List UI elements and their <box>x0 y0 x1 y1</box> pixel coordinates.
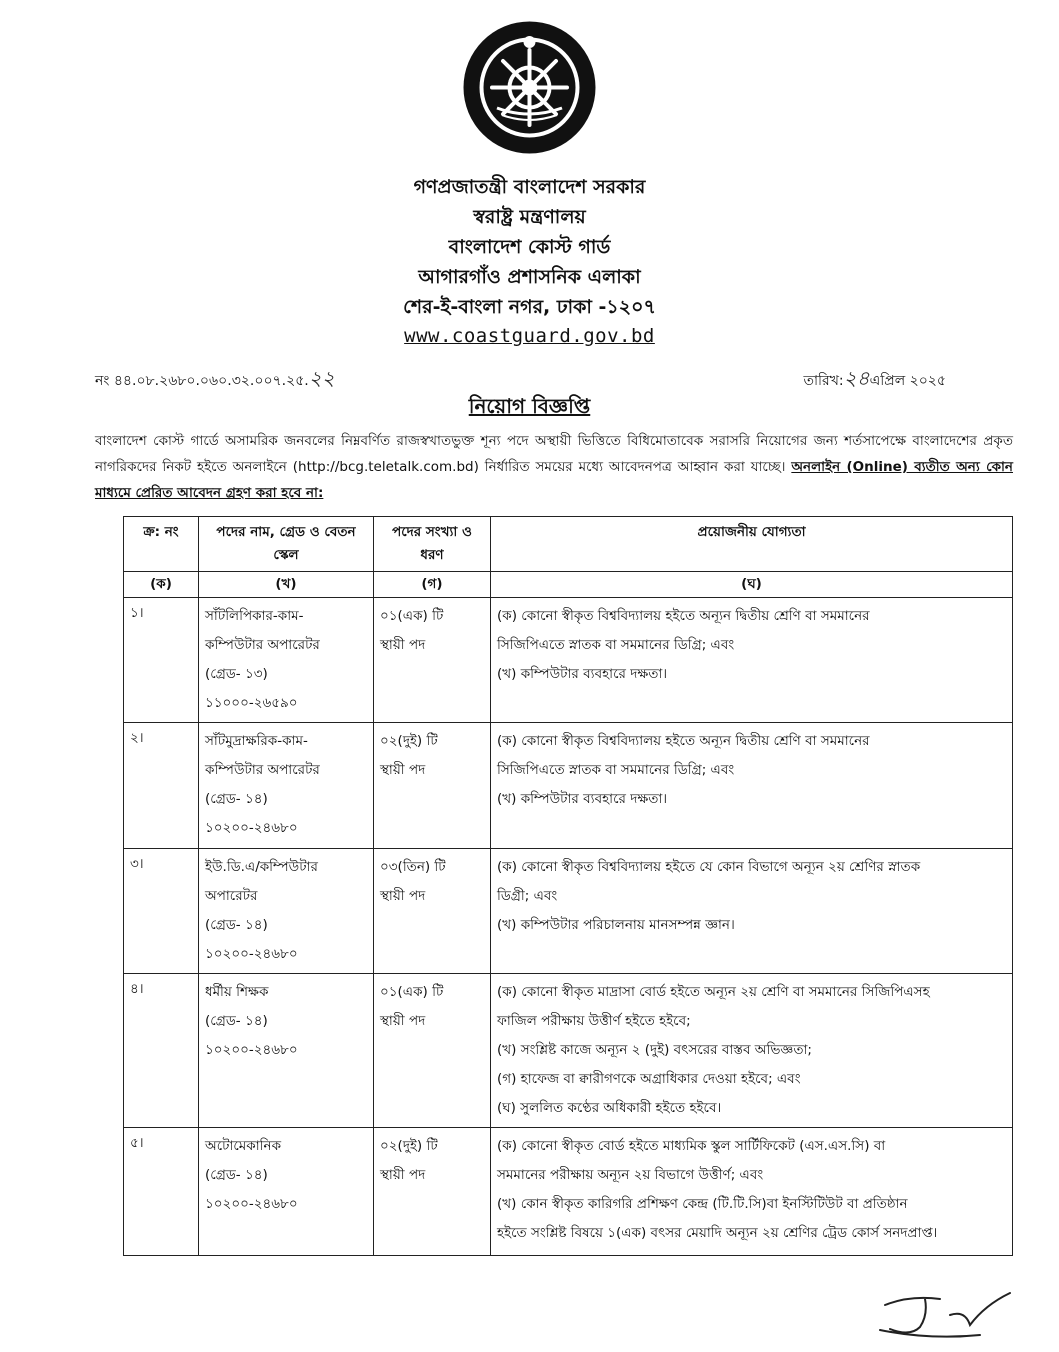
row-post <box>199 974 374 1128</box>
post-line: ইউ.ডি.এ/কম্পিউটার <box>205 859 318 875</box>
qual-line: সিজিপিএতে স্নাতক বা সমমানের ডিগ্রি; এবং <box>497 637 735 653</box>
count-line: ০২(দুই) টি <box>380 733 438 749</box>
qual-line: (ক) কোনো স্বীকৃত বোর্ড হইতে মাধ্যমিক স্কুল সার্টিফিকেট (এস.এস.সি) বা <box>497 1138 886 1154</box>
qual-line: ফাজিল পরীক্ষায় উত্তীর্ণ হইতে হইবে; <box>497 1013 691 1029</box>
header-serial: ক্র: নং <box>124 517 199 572</box>
qual-line: হইতে সংশ্লিষ্ট বিষয়ে ১(এক) বৎসর মেয়াদি অন্যূন ২য় শ্রেণির ট্রেড কোর্স সনদপ্রাপ্ত। <box>497 1225 938 1241</box>
table-row <box>124 598 1013 723</box>
count-line: ০১(এক) টি <box>380 984 444 1000</box>
intro-paragraph <box>95 428 1013 506</box>
post-line: অটোমেকানিক <box>205 1138 282 1154</box>
row-qualification <box>491 598 1013 723</box>
intro-text: বাংলাদেশ কোস্ট গার্ডে অসামরিক জনবলের নিম্নবর্ণিত রাজস্বখাতভুক্ত শূন্য পদে অস্থায়ী ভিত্তিতে বিধিমোতাবেক সরাসরি নিয়োগের জন্য শর্তসাপেক্ষে বাংলাদেশের প্রকৃত নাগরিকদের নিকট হইতে অনলাইনে (http://bcg.teletalk.com.bd) নির্ধারিত সময়ের মধ্যে আবেদনপত্র আহ্বান করা যাচ্ছে। <box>95 433 1013 475</box>
post-line: (গ্রেড- ১৩) <box>205 666 268 682</box>
date-rest: এপ্রিল ২০২৫ <box>869 373 946 389</box>
count-line: স্থায়ী পদ <box>380 762 426 778</box>
govt-name: গণপ্রজাতন্ত্রী বাংলাদেশ সরকার <box>413 176 646 198</box>
website-link[interactable]: www.coastguard.gov.bd <box>404 325 655 347</box>
row-serial: ২। <box>124 723 199 849</box>
label-gha: (ঘ) <box>491 572 1013 598</box>
coast-guard-emblem-icon <box>462 20 597 155</box>
post-line: অপারেটর <box>205 888 258 904</box>
row-post <box>199 849 374 974</box>
row-serial: ৪। <box>124 974 199 1128</box>
count-line: স্থায়ী পদ <box>380 637 426 653</box>
qual-line: সিজিপিএতে স্নাতক বা সমমানের ডিগ্রি; এবং <box>497 762 735 778</box>
letterhead <box>0 172 1059 350</box>
header-qualification: প্রয়োজনীয় যোগ্যতা <box>491 517 1013 572</box>
row-post <box>199 723 374 849</box>
post-line: (গ্রেড- ১৪) <box>205 791 268 807</box>
office-address: শের-ই-বাংলা নগর, ঢাকা -১২০৭ <box>403 296 656 318</box>
post-line: কম্পিউটার অপারেটর <box>205 637 320 653</box>
intro-bold-note: অনলাইন (Online) ব্যতীত অন্য কোন মাধ্যমে প্রেরিত আবেদন গ্রহণ করা হবে না: <box>95 459 1013 501</box>
row-post <box>199 598 374 723</box>
table-row <box>124 849 1013 974</box>
handwritten-signature-icon <box>870 1285 1020 1345</box>
row-count <box>374 1128 491 1256</box>
row-count <box>374 849 491 974</box>
posts-table <box>123 516 1013 1256</box>
qual-line: (ঘ) সুললিত কণ্ঠের অধিকারী হইতে হইবে। <box>497 1100 722 1116</box>
post-line: ১০২০০-২৪৬৮০ <box>205 1196 298 1212</box>
count-line: স্থায়ী পদ <box>380 888 426 904</box>
table-header-row <box>124 517 1013 572</box>
table-row <box>124 723 1013 849</box>
qual-line: (ক) কোনো স্বীকৃত বিশ্ববিদ্যালয় হইতে অন্যূন দ্বিতীয় শ্রেণি বা সমমানের <box>497 608 870 624</box>
date-handwritten: ২৪ <box>843 366 870 390</box>
qual-line: (ক) কোনো স্বীকৃত বিশ্ববিদ্যালয় হইতে অন্যূন দ্বিতীয় শ্রেণি বা সমমানের <box>497 733 870 749</box>
post-line: কম্পিউটার অপারেটর <box>205 762 320 778</box>
count-line: ০১(এক) টি <box>380 608 444 624</box>
table-label-row <box>124 572 1013 598</box>
post-line: ১০২০০-২৪৬৮০ <box>205 1042 298 1058</box>
row-qualification <box>491 1128 1013 1256</box>
row-count <box>374 598 491 723</box>
ministry-name: স্বরাষ্ট্র মন্ত্রণালয় <box>473 206 586 228</box>
table-row <box>124 1128 1013 1256</box>
count-line: ০৩(তিন) টি <box>380 859 446 875</box>
count-line: স্থায়ী পদ <box>380 1167 426 1183</box>
row-count <box>374 723 491 849</box>
row-qualification <box>491 723 1013 849</box>
post-line: সাঁটমুদ্রাক্ষরিক-কাম- <box>205 733 308 749</box>
qual-line: (খ) কম্পিউটার পরিচালনায় মানসম্পন্ন জ্ঞান। <box>497 917 735 933</box>
memo-handwritten: ২২ <box>308 366 335 390</box>
notice-title: নিয়োগ বিজ্ঞপ্তি <box>468 394 591 418</box>
post-line: সাঁটলিপিকার-কাম- <box>205 608 304 624</box>
post-line: ১০২০০-২৪৬৮০ <box>205 820 298 836</box>
qual-line: (ক) কোনো স্বীকৃত মাদ্রাসা বোর্ড হইতে অন্যূন ২য় শ্রেণি বা সমমানের সিজিপিএসহ <box>497 984 930 1000</box>
header-post: পদের নাম, গ্রেড ও বেতন স্কেল <box>199 517 374 572</box>
office-area: আগারগাঁও প্রশাসনিক এলাকা <box>418 266 641 288</box>
qual-line: (খ) কোন স্বীকৃত কারিগরি প্রশিক্ষণ কেন্দ্র (টি.টি.সি)বা ইনস্টিটিউট বা প্রতিষ্ঠান <box>497 1196 908 1212</box>
post-line: ধর্মীয় শিক্ষক <box>205 984 269 1000</box>
qual-line: (খ) সংশ্লিষ্ট কাজে অন্যূন ২ (দুই) বৎসরের বাস্তব অভিজ্ঞতা; <box>497 1042 812 1058</box>
row-serial: ৩। <box>124 849 199 974</box>
qual-line: (ক) কোনো স্বীকৃত বিশ্ববিদ্যালয় হইতে যে কোন বিভাগে অন্যূন ২য় শ্রেণির স্নাতক <box>497 859 921 875</box>
org-name: বাংলাদেশ কোস্ট গার্ড <box>448 236 611 258</box>
row-qualification <box>491 849 1013 974</box>
post-line: (গ্রেড- ১৪) <box>205 1013 268 1029</box>
count-line: ০২(দুই) টি <box>380 1138 438 1154</box>
table-row <box>124 974 1013 1128</box>
label-ga: (গ) <box>374 572 491 598</box>
row-serial: ৫। <box>124 1128 199 1256</box>
count-line: স্থায়ী পদ <box>380 1013 426 1029</box>
row-serial: ১। <box>124 598 199 723</box>
label-kha: (খ) <box>199 572 374 598</box>
qual-line: (খ) কম্পিউটার ব্যবহারে দক্ষতা। <box>497 791 668 807</box>
row-post <box>199 1128 374 1256</box>
qual-line: (খ) কম্পিউটার ব্যবহারে দক্ষতা। <box>497 666 668 682</box>
post-line: ১০২০০-২৪৬৮০ <box>205 946 298 962</box>
date-label: তারিখ: <box>803 373 844 389</box>
header-count: পদের সংখ্যা ও ধরণ <box>374 517 491 572</box>
post-line: (গ্রেড- ১৪) <box>205 917 268 933</box>
row-qualification <box>491 974 1013 1128</box>
post-line: ১১০০০-২৬৫৯০ <box>205 695 298 711</box>
qual-line: ডিগ্রী; এবং <box>497 888 558 904</box>
qual-line: (গ) হাফেজ বা ক্বারীগণকে অগ্রাধিকার দেওয়া হইবে; এবং <box>497 1071 801 1087</box>
memo-prefix: নং ৪৪.০৮.২৬৮০.০৬০.৩২.০০৭.২৫. <box>95 373 309 389</box>
qual-line: সমমানের পরীক্ষায় অন্যূন ২য় বিভাগে উত্তীর্ণ; এবং <box>497 1167 764 1183</box>
label-ka: (ক) <box>124 572 199 598</box>
post-line: (গ্রেড- ১৪) <box>205 1167 268 1183</box>
row-count <box>374 974 491 1128</box>
